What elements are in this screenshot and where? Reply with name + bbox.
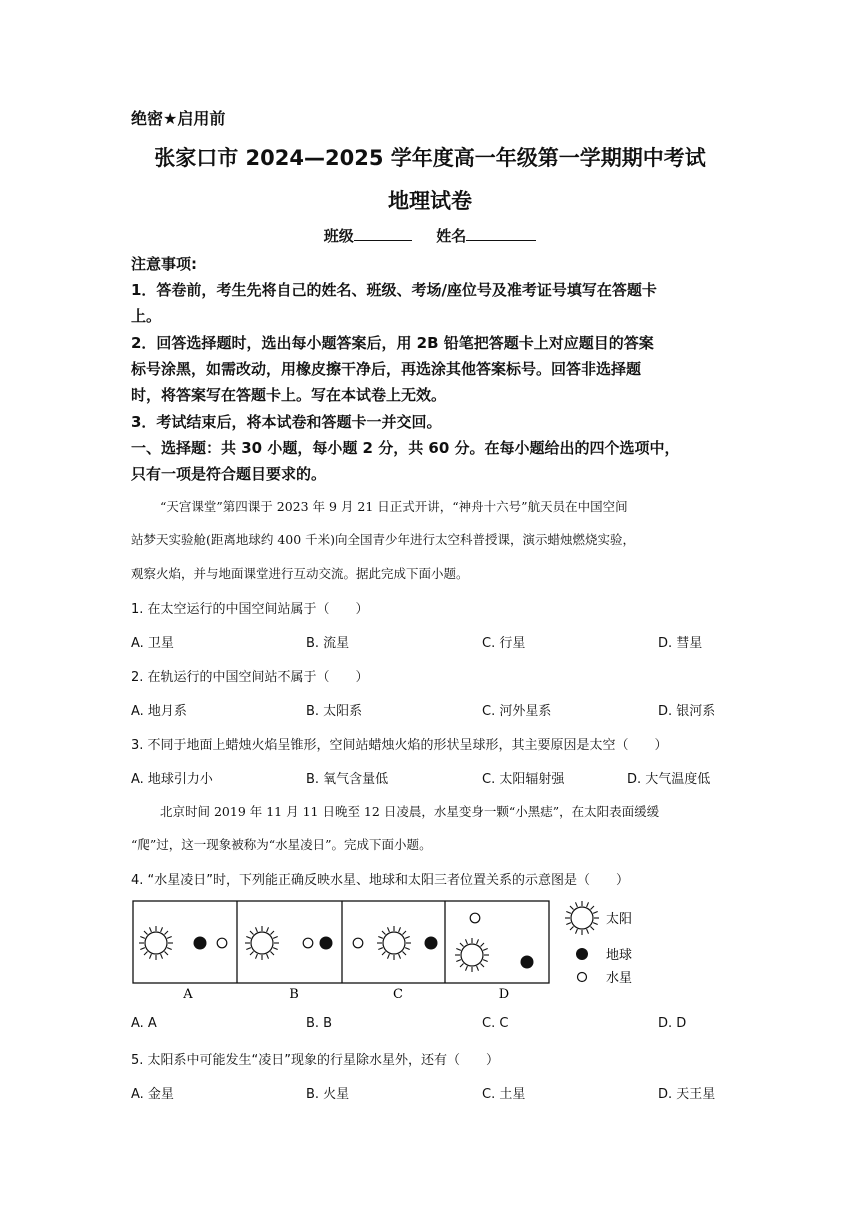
passage-1-line-2: 站梦天实验舱(距离地球约 400 千米)向全国青少年进行太空科普授课，演示蜡烛燃烧实验， xyxy=(131,532,636,547)
notice-item-3: 3．考试结束后，将本试卷和答题卡一并交回。 xyxy=(131,413,442,431)
panel-label-c: C xyxy=(393,987,403,1002)
legend-sun-icon xyxy=(565,901,599,935)
q1-option-a: A. 卫星 xyxy=(131,636,174,651)
passage-1-line-3: 观察火焰，并与地面课堂进行互动交流。据此完成下面小题。 xyxy=(131,566,469,581)
q2-option-a: A. 地月系 xyxy=(131,704,187,719)
panel-b-earth-icon xyxy=(320,937,333,950)
q3-option-a: A. 地球引力小 xyxy=(131,772,213,787)
q2-option-d: D. 银河系 xyxy=(658,704,716,719)
question-3-stem: 3. 不同于地面上蜡烛火焰呈锥形，空间站蜡烛火焰的形状呈球形，其主要原因是太空（ ） xyxy=(131,738,668,753)
q4-option-c: C. C xyxy=(482,1016,509,1031)
notice-item-2: 2．回答选择题时，选出每小题答案后，用 2B 铅笔把答题卡上对应题目的答案 xyxy=(131,334,654,352)
panel-a-mercury-icon xyxy=(217,938,227,948)
q5-option-b: B. 火星 xyxy=(306,1087,350,1102)
question-4-stem: 4. “水星凌日”时，下列能正确反映水星、地球和太阳三者位置关系的示意图是（ ） xyxy=(131,873,630,888)
q3-option-b: B. 氧气含量低 xyxy=(306,772,389,787)
name-label: 姓名 xyxy=(436,227,467,245)
panel-label-d: D xyxy=(498,987,510,1002)
transit-diagram xyxy=(132,900,652,1002)
panel-label-b: B xyxy=(289,987,299,1002)
class-blank xyxy=(354,226,412,241)
question-5-stem: 5. 太阳系中可能发生“凌日”现象的行星除水星外，还有（ ） xyxy=(131,1053,500,1068)
notice-item-1: 1．答卷前，考生先将自己的姓名、班级、考场/座位号及准考证号填写在答题卡 xyxy=(131,281,657,299)
legend-earth-icon xyxy=(576,948,588,960)
class-name-line xyxy=(0,225,860,246)
q4-option-d: D. D xyxy=(658,1016,687,1031)
name-blank xyxy=(466,226,536,241)
legend-earth-label: 地球 xyxy=(606,948,633,963)
q1-option-c: C. 行星 xyxy=(482,636,526,651)
q1-option-d: D. 彗星 xyxy=(658,636,703,651)
notice-heading: 注意事项: xyxy=(131,255,197,273)
panel-label-a: A xyxy=(183,987,193,1002)
question-1-stem: 1. 在太空运行的中国空间站属于（ ） xyxy=(131,602,369,617)
notice-item-2-cont: 标号涂黑，如需改动，用橡皮擦干净后，再选涂其他答案标号。回答非选择题 xyxy=(131,360,642,378)
panel-c-earth-icon xyxy=(425,937,438,950)
section-heading: 一、选择题：共 30 小题，每小题 2 分，共 60 分。在每小题给出的四个选项中， xyxy=(131,439,680,457)
panel-a-sun-icon xyxy=(139,926,173,960)
notice-item-2-cont2: 时，将答案写在答题卡上。写在本试卷上无效。 xyxy=(131,386,447,404)
passage-1-line-1: “天宫课堂”第四课于 2023 年 9 月 21 日正式开讲，“神舟十六号”航天员在中国空间 xyxy=(160,499,628,514)
q4-option-b: B. B xyxy=(306,1016,333,1031)
passage-2-line-2: “爬”过，这一现象被称为“水星凌日”。完成下面小题。 xyxy=(131,837,432,852)
q5-option-d: D. 天王星 xyxy=(658,1087,716,1102)
passage-2-line-1: 北京时间 2019 年 11 月 11 日晚至 12 日凌晨，水星变身一颗“小黑痣”，在太阳表面缓缓 xyxy=(160,804,660,819)
q3-option-d: D. 大气温度低 xyxy=(627,772,711,787)
subject-title: 地理试卷 xyxy=(388,189,472,213)
class-label: 班级 xyxy=(323,227,354,245)
panel-a-earth-icon xyxy=(194,937,207,950)
panel-d-earth-icon xyxy=(521,956,534,969)
legend-mercury-icon xyxy=(578,973,587,982)
panel-c-sun-icon xyxy=(377,926,411,960)
panel-d-mercury-icon xyxy=(470,913,480,923)
secret-label: 绝密★启用前 xyxy=(131,109,226,128)
q4-option-a: A. A xyxy=(131,1016,157,1031)
panel-b-mercury-icon xyxy=(303,938,313,948)
q5-option-c: C. 土星 xyxy=(482,1087,526,1102)
section-heading-cont: 只有一项是符合题目要求的。 xyxy=(131,465,327,483)
exam-title: 张家口市 2024—2025 学年度高一年级第一学期期中考试 xyxy=(154,146,706,170)
panel-d-sun-icon xyxy=(455,938,489,972)
legend-sun-label: 太阳 xyxy=(606,912,633,927)
q3-option-c: C. 太阳辐射强 xyxy=(482,772,565,787)
q5-option-a: A. 金星 xyxy=(131,1087,174,1102)
q2-option-b: B. 太阳系 xyxy=(306,704,363,719)
panel-b-sun-icon xyxy=(245,926,279,960)
q1-option-b: B. 流星 xyxy=(306,636,350,651)
panel-c-mercury-icon xyxy=(353,938,363,948)
question-2-stem: 2. 在轨运行的中国空间站不属于（ ） xyxy=(131,670,369,685)
notice-item-1-cont: 上。 xyxy=(131,307,162,325)
q2-option-c: C. 河外星系 xyxy=(482,704,552,719)
legend-mercury-label: 水星 xyxy=(606,971,633,986)
